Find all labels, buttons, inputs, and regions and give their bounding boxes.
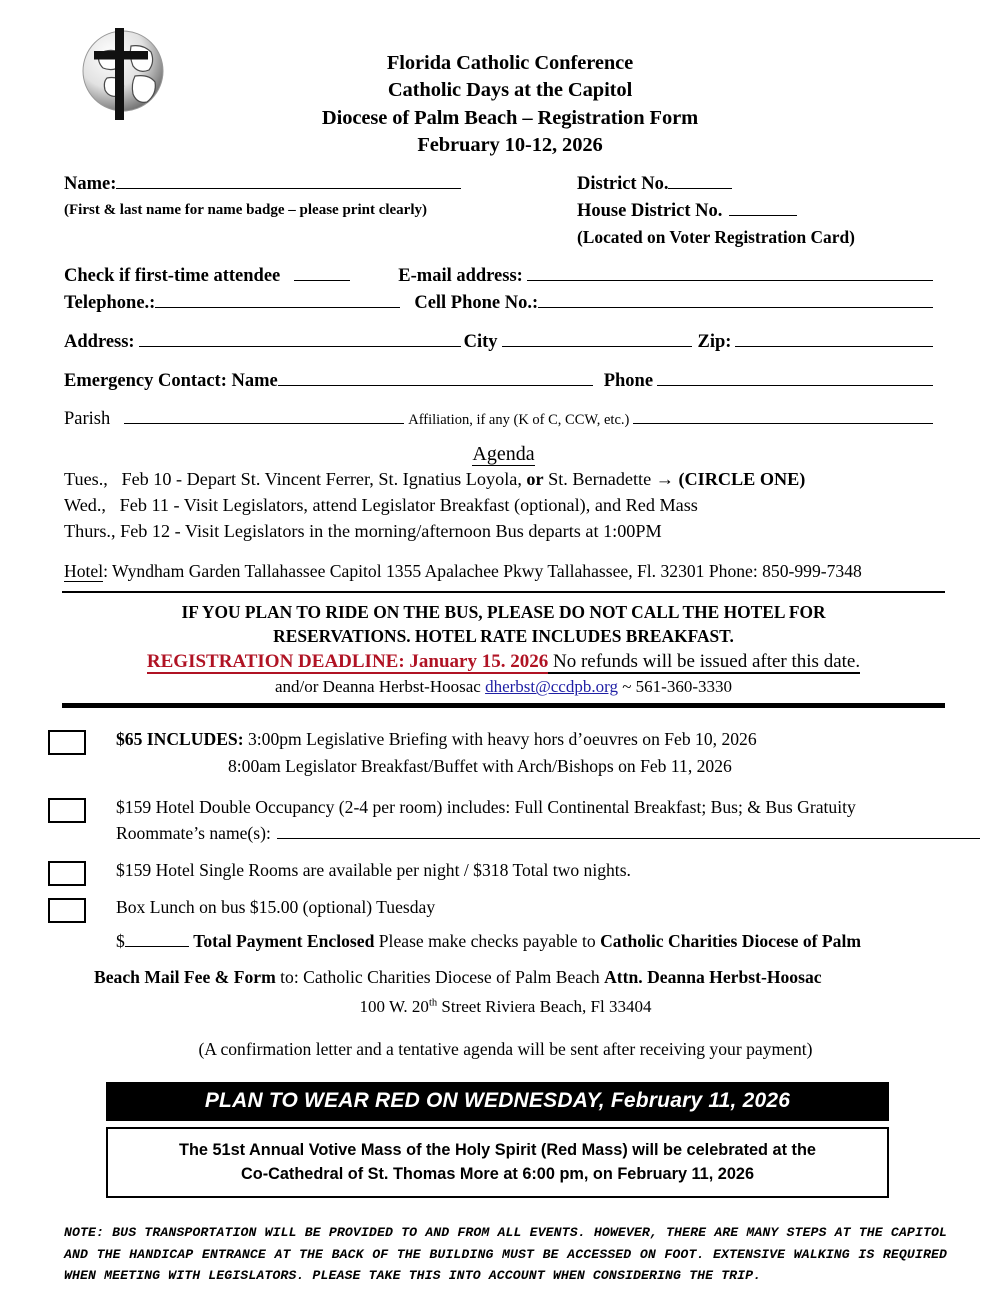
- zip-input[interactable]: [735, 331, 933, 348]
- parish-input[interactable]: [124, 407, 404, 424]
- name-row: [64, 171, 577, 198]
- red-mass-box: [106, 1127, 889, 1198]
- option-row-box-lunch: [0, 894, 995, 923]
- mail-form-row: [94, 959, 935, 995]
- total-payment-row: [116, 923, 935, 959]
- payee-name: Catholic Charities Diocese of Palm: [600, 930, 861, 951]
- contact-row: [62, 673, 945, 697]
- city-label: City: [463, 332, 498, 353]
- name-hint: (First & last name for name badge – please print clearly): [64, 202, 427, 219]
- checkbox-65-includes[interactable]: [48, 730, 86, 755]
- district-column: [577, 171, 933, 251]
- no-refunds-text: No refunds will be issued after this date.: [548, 651, 861, 673]
- document-header: [0, 0, 995, 159]
- agenda-text2-tuesday: St. Bernadette: [543, 468, 656, 489]
- email-input[interactable]: [527, 264, 933, 281]
- district-input[interactable]: [668, 172, 732, 189]
- agenda-section: [0, 443, 995, 582]
- address-input[interactable]: [139, 331, 461, 348]
- hotel-label: Hotel: [64, 560, 104, 581]
- phone-label: Phone: [603, 370, 654, 391]
- logo-container: [0, 22, 175, 128]
- option-row-159-single: [0, 857, 995, 886]
- affiliation-input[interactable]: [633, 407, 933, 424]
- parish-label: Parish: [64, 408, 111, 429]
- zip-label: Zip:: [697, 332, 732, 353]
- attn-label: Attn. Deanna Herbst-Hoosac: [604, 966, 822, 987]
- bus-notice-line-2: RESERVATIONS. HOTEL RATE INCLUDES BREAKFAST.: [273, 625, 734, 646]
- first-time-email-row: [64, 263, 933, 290]
- arrow-right-icon: →: [655, 468, 674, 489]
- emergency-name-input[interactable]: [278, 369, 593, 386]
- cell-label: Cell Phone No.:: [414, 293, 539, 314]
- voter-card-hint: (Located on Voter Registration Card): [577, 227, 855, 248]
- first-time-label: Check if first-time attendee: [64, 265, 281, 286]
- agenda-day-thursday: Thurs.,: [64, 520, 116, 541]
- option-box-lunch-text: Box Lunch on bus $15.00 (optional) Tuesday: [116, 896, 436, 917]
- house-district-label: House District No.: [577, 201, 723, 222]
- district-label: District No.: [577, 174, 669, 194]
- agenda-line-tuesday: [64, 466, 943, 492]
- telephone-input[interactable]: [155, 291, 400, 308]
- payable-text: Please make checks payable to: [374, 930, 601, 951]
- agenda-day-wednesday: Wed.,: [64, 494, 106, 515]
- mail-label: Beach Mail Fee & Form: [94, 966, 276, 987]
- telephone-cell-row: [64, 290, 933, 317]
- option-159-double-text: $159 Hotel Double Occupancy (2-4 per room) includes: Full Continental Breakfast; Bus; & Bus Gratuity: [116, 797, 856, 818]
- roommate-input[interactable]: [277, 821, 980, 839]
- contact-email-link[interactable]: dherbst@ccdpb.org: [485, 677, 618, 697]
- total-payment-input[interactable]: [125, 946, 189, 947]
- payment-section: [0, 923, 995, 1060]
- emergency-label: Emergency Contact: Name: [64, 370, 278, 391]
- agenda-line-thursday: [64, 518, 943, 544]
- name-input[interactable]: [116, 172, 461, 189]
- parish-row: [64, 406, 933, 433]
- option-159-single-text: $159 Hotel Single Rooms are available per night / $318 Total two nights.: [116, 859, 631, 880]
- registration-deadline: REGISTRATION DEADLINE: January 15. 2026: [146, 651, 549, 673]
- roommate-row: [116, 820, 995, 846]
- name-column: [64, 171, 577, 251]
- dollar-sign: $: [116, 930, 125, 951]
- contact-prefix: and/or Deanna Herbst-Hoosac: [275, 677, 486, 697]
- agenda-text-tuesday: Feb 10 - Depart St. Vincent Ferrer, St. Ignatius Loyola,: [121, 468, 527, 489]
- city-input[interactable]: [502, 331, 692, 348]
- street-post: Street Riviera Beach, Fl 33404: [437, 996, 652, 1016]
- telephone-label: Telephone.:: [64, 293, 156, 314]
- option-65-bold: $65 INCLUDES:: [116, 729, 244, 750]
- option-body-box-lunch: [86, 894, 995, 920]
- agenda-day-tuesday: Tues.,: [64, 468, 108, 489]
- red-mass-line-1: The 51st Annual Votive Mass of the Holy Spirit (Red Mass) will be celebrated at the: [179, 1140, 816, 1159]
- street-ordinal: th: [428, 997, 438, 1009]
- option-65-line-2: 8:00am Legislator Breakfast/Buffet with Arch/Bishops on Feb 11, 2026: [228, 755, 732, 776]
- option-body-159-double: [86, 794, 995, 847]
- agenda-text-wednesday: Feb 11 - Visit Legislators, attend Legislator Breakfast (optional), and Red Mass: [119, 494, 698, 515]
- option-row-159-double: [0, 794, 995, 847]
- roommate-label: Roommate’s name(s):: [116, 823, 271, 844]
- address-label: Address:: [64, 332, 135, 353]
- agenda-heading: Agenda: [472, 442, 535, 465]
- contact-suffix: ~ 561-360-3330: [617, 677, 732, 697]
- checkbox-159-single[interactable]: [48, 861, 86, 886]
- notice-section: [0, 591, 995, 708]
- name-hint-row: [64, 198, 577, 222]
- spacer-1: [64, 251, 933, 263]
- email-label: E-mail address:: [398, 265, 523, 286]
- address-row: [64, 329, 933, 356]
- hotel-info-row: [64, 561, 943, 582]
- checkbox-159-double[interactable]: [48, 798, 86, 823]
- options-section: [0, 708, 995, 1060]
- form-fields-section: [0, 159, 995, 433]
- title-line-2: Catholic Days at the Capitol: [387, 79, 633, 102]
- street-pre: 100 W. 20: [359, 996, 429, 1016]
- spacer-3: [64, 357, 933, 368]
- option-body-65-includes: [86, 726, 995, 779]
- hotel-text: : Wyndham Garden Tallahassee Capitol 1355 Apalachee Pkwy Tallahassee, Fl. 32301 Phone: 850-999-7348: [103, 560, 862, 581]
- header-titles: [175, 22, 995, 159]
- confirmation-note: (A confirmation letter and a tentative agenda will be sent after receiving your payment): [198, 1038, 813, 1059]
- name-label: Name:: [64, 174, 117, 194]
- option-body-159-single: [86, 857, 995, 883]
- bus-notice-line-1: IF YOU PLAN TO RIDE ON THE BUS, PLEASE DO NOT CALL THE HOTEL FOR: [181, 601, 826, 622]
- agenda-line-wednesday: [64, 492, 943, 518]
- first-time-checkbox-line[interactable]: [294, 264, 350, 281]
- option-65-rest: 3:00pm Legislative Briefing with heavy hors d’oeuvres on Feb 10, 2026: [243, 729, 757, 750]
- affiliation-label: Affiliation, if any (K of C, CCW, etc.): [408, 411, 630, 428]
- deadline-row: [62, 648, 945, 673]
- globe-cross-logo-icon: [79, 24, 167, 128]
- spacer-2: [64, 317, 933, 329]
- total-payment-label: Total Payment Enclosed: [193, 930, 375, 951]
- agenda-circle-one: (CIRCLE ONE): [673, 468, 806, 489]
- title-line-3: Diocese of Palm Beach – Registration Form: [321, 106, 699, 129]
- street-address-row: [76, 997, 935, 1017]
- emergency-contact-row: [64, 368, 933, 395]
- emergency-phone-input[interactable]: [657, 369, 933, 386]
- option-65-line-1: [116, 726, 995, 752]
- wear-red-banner: PLAN TO WEAR RED ON WEDNESDAY, February 11, 2026: [106, 1082, 889, 1121]
- mail-text: to: Catholic Charities Diocese of Palm Beach: [275, 966, 605, 987]
- checkbox-box-lunch[interactable]: [48, 898, 86, 923]
- house-district-input[interactable]: [729, 199, 797, 216]
- agenda-or-tuesday: or: [526, 468, 544, 489]
- house-district-row: [577, 198, 933, 225]
- cell-input[interactable]: [538, 291, 933, 308]
- name-district-block: [64, 171, 933, 251]
- agenda-text-thursday: Feb 12 - Visit Legislators in the morning/afternoon Bus departs at 1:00PM: [120, 520, 662, 541]
- district-row: [577, 171, 933, 198]
- transportation-note: NOTE: BUS TRANSPORTATION WILL BE PROVIDED TO AND FROM ALL EVENTS. HOWEVER, THERE ARE MANY STEPS AT THE CAPITOL AND THE HANDICAP ENTRANCE AT THE BACK OF THE BUILDING MUST BE ACCESSED ON FOOT. EXTENSIVE WALKING IS REQUIRED WHEN MEETING WITH LEGISLATORS. PLEASE TAKE THIS INTO ACCOUNT WHEN CONSIDERING THE TRIP.: [64, 1225, 947, 1283]
- spacer-4: [64, 395, 933, 406]
- option-row-65-includes: [0, 726, 995, 779]
- voter-card-hint-row: [577, 225, 933, 251]
- title-line-4: February 10-12, 2026: [417, 133, 603, 156]
- agenda-heading-row: [64, 443, 943, 466]
- title-line-1: Florida Catholic Conference: [386, 52, 634, 74]
- red-mass-line-2: Co-Cathedral of St. Thomas More at 6:00 pm, on February 11, 2026: [241, 1165, 754, 1184]
